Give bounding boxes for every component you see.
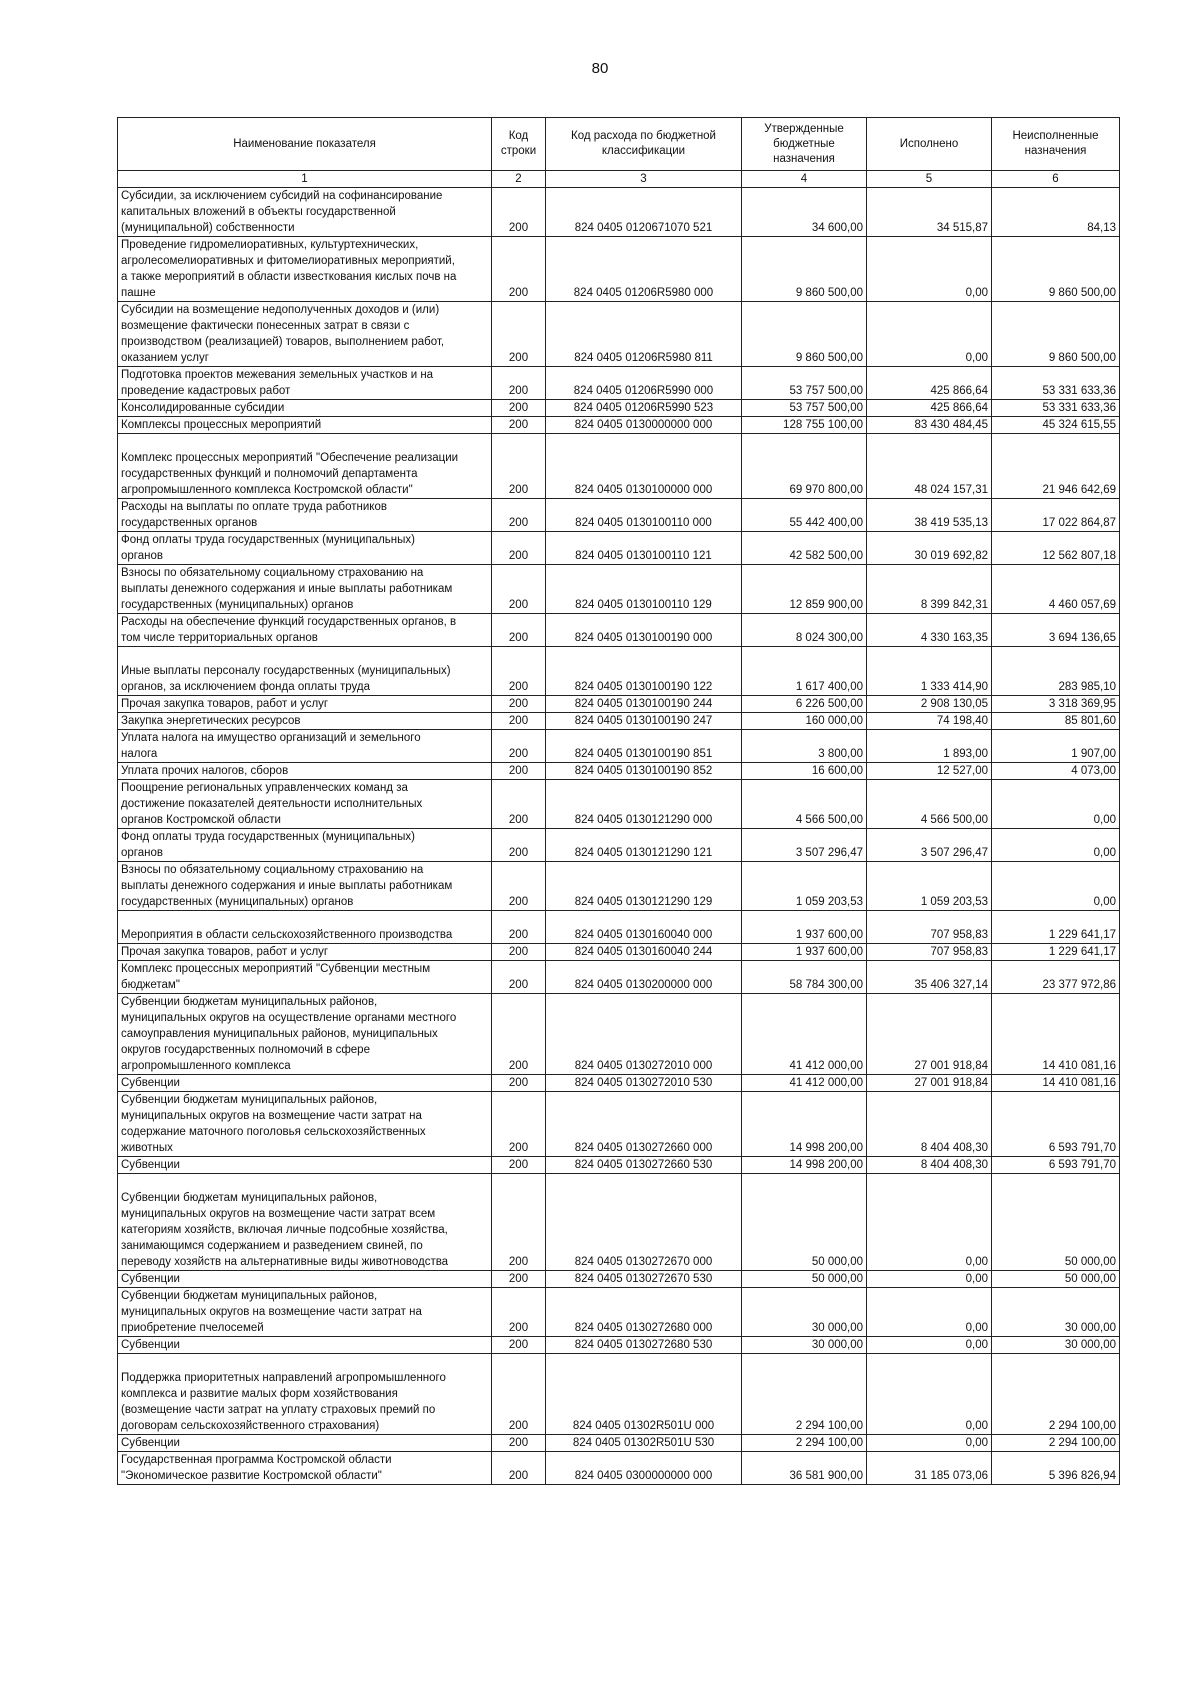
line-code-cell: 200 — [492, 780, 546, 829]
line-code-cell: 200 — [492, 1354, 546, 1435]
indicator-name-cell: Поощрение региональных управленческих команд за достижение показателей деятельности исполнительных органов Костромской области — [118, 780, 492, 829]
budget-code-cell: 824 0405 01206R5990 523 — [546, 400, 742, 417]
column-number: 1 — [118, 171, 492, 188]
indicator-name-cell: Уплата налога на имущество организаций и земельного налога — [118, 730, 492, 763]
table-row — [118, 1157, 1120, 1174]
header-executed: Исполнено — [867, 118, 992, 171]
unexecuted-amount-cell: 3 694 136,65 — [992, 614, 1120, 647]
indicator-name-cell: Субвенции — [118, 1435, 492, 1452]
executed-amount-cell: 74 198,40 — [867, 713, 992, 730]
approved-amount-cell: 1 617 400,00 — [742, 647, 867, 696]
table-row — [118, 713, 1120, 730]
unexecuted-amount-cell: 85 801,60 — [992, 713, 1120, 730]
unexecuted-amount-cell: 50 000,00 — [992, 1271, 1120, 1288]
line-code-cell: 200 — [492, 188, 546, 237]
line-code-cell: 200 — [492, 829, 546, 862]
unexecuted-amount-cell: 17 022 864,87 — [992, 499, 1120, 532]
approved-amount-cell: 58 784 300,00 — [742, 961, 867, 994]
indicator-name-cell: Комплекс процессных мероприятий "Обеспечение реализации государственных функций и полномочий департамента агропромышленного комплекса Костромской области" — [118, 434, 492, 499]
indicator-name-cell: Комплекс процессных мероприятий "Субвенции местным бюджетам" — [118, 961, 492, 994]
line-code-cell: 200 — [492, 614, 546, 647]
budget-code-cell: 824 0405 0130272010 530 — [546, 1075, 742, 1092]
indicator-name-cell: Субсидии на возмещение недополученных доходов и (или) возмещение фактически понесенных затрат в связи с производством (реализацией) товаров, выполнением работ, оказанием услуг — [118, 302, 492, 367]
unexecuted-amount-cell: 30 000,00 — [992, 1337, 1120, 1354]
executed-amount-cell: 0,00 — [867, 1271, 992, 1288]
approved-amount-cell: 42 582 500,00 — [742, 532, 867, 565]
indicator-name-cell: Проведение гидромелиоративных, культуртехнических, агролесомелиоративных и фитомелиоративных мероприятий, а также мероприятий в области известкования кислых почв на пашне — [118, 237, 492, 302]
budget-code-cell: 824 0405 0130100190 247 — [546, 713, 742, 730]
line-code-cell: 200 — [492, 944, 546, 961]
unexecuted-amount-cell: 283 985,10 — [992, 647, 1120, 696]
indicator-name-cell: Субвенции — [118, 1075, 492, 1092]
executed-amount-cell: 707 958,83 — [867, 911, 992, 944]
executed-amount-cell: 4 566 500,00 — [867, 780, 992, 829]
indicator-name-cell: Уплата прочих налогов, сборов — [118, 763, 492, 780]
table-row — [118, 730, 1120, 763]
approved-amount-cell: 36 581 900,00 — [742, 1452, 867, 1485]
unexecuted-amount-cell: 0,00 — [992, 862, 1120, 911]
executed-amount-cell: 1 333 414,90 — [867, 647, 992, 696]
table-row — [118, 763, 1120, 780]
table-row — [118, 237, 1120, 302]
table-row — [118, 994, 1120, 1075]
approved-amount-cell: 41 412 000,00 — [742, 1075, 867, 1092]
table-row — [118, 367, 1120, 400]
indicator-name-cell: Фонд оплаты труда государственных (муниципальных) органов — [118, 829, 492, 862]
approved-amount-cell: 53 757 500,00 — [742, 367, 867, 400]
unexecuted-amount-cell: 0,00 — [992, 780, 1120, 829]
unexecuted-amount-cell: 3 318 369,95 — [992, 696, 1120, 713]
approved-amount-cell: 16 600,00 — [742, 763, 867, 780]
unexecuted-amount-cell: 9 860 500,00 — [992, 237, 1120, 302]
table-row — [118, 696, 1120, 713]
executed-amount-cell: 48 024 157,31 — [867, 434, 992, 499]
table-row — [118, 647, 1120, 696]
table-row — [118, 499, 1120, 532]
executed-amount-cell: 35 406 327,14 — [867, 961, 992, 994]
table-row — [118, 944, 1120, 961]
executed-amount-cell: 12 527,00 — [867, 763, 992, 780]
approved-amount-cell: 41 412 000,00 — [742, 994, 867, 1075]
approved-amount-cell: 53 757 500,00 — [742, 400, 867, 417]
approved-amount-cell: 8 024 300,00 — [742, 614, 867, 647]
approved-amount-cell: 160 000,00 — [742, 713, 867, 730]
approved-amount-cell: 3 507 296,47 — [742, 829, 867, 862]
indicator-name-cell: Субвенции бюджетам муниципальных районов, муниципальных округов на осуществление органами местного самоуправления муниципальных районов, муниципальных округов государственных полномочий в сфере агропромышленного комплекса — [118, 994, 492, 1075]
executed-amount-cell: 34 515,87 — [867, 188, 992, 237]
approved-amount-cell: 1 059 203,53 — [742, 862, 867, 911]
header-line-code: Код строки — [492, 118, 546, 171]
approved-amount-cell: 3 800,00 — [742, 730, 867, 763]
indicator-name-cell: Консолидированные субсидии — [118, 400, 492, 417]
budget-code-cell: 824 0405 0130272670 530 — [546, 1271, 742, 1288]
unexecuted-amount-cell: 4 073,00 — [992, 763, 1120, 780]
unexecuted-amount-cell: 6 593 791,70 — [992, 1092, 1120, 1157]
budget-code-cell: 824 0405 0130272010 000 — [546, 994, 742, 1075]
header-budget-code: Код расхода по бюджетной классификации — [546, 118, 742, 171]
approved-amount-cell: 55 442 400,00 — [742, 499, 867, 532]
line-code-cell: 200 — [492, 862, 546, 911]
budget-code-cell: 824 0405 0300000000 000 — [546, 1452, 742, 1485]
indicator-name-cell: Субвенции бюджетам муниципальных районов, муниципальных округов на возмещение части затрат на приобретение пчелосемей — [118, 1288, 492, 1337]
column-number: 4 — [742, 171, 867, 188]
table-row — [118, 1092, 1120, 1157]
budget-code-cell: 824 0405 0130200000 000 — [546, 961, 742, 994]
approved-amount-cell: 6 226 500,00 — [742, 696, 867, 713]
indicator-name-cell: Комплексы процессных мероприятий — [118, 417, 492, 434]
unexecuted-amount-cell: 30 000,00 — [992, 1288, 1120, 1337]
table-row — [118, 302, 1120, 367]
line-code-cell: 200 — [492, 1092, 546, 1157]
approved-amount-cell: 50 000,00 — [742, 1271, 867, 1288]
budget-code-cell: 824 0405 0130160040 244 — [546, 944, 742, 961]
unexecuted-amount-cell: 5 396 826,94 — [992, 1452, 1120, 1485]
budget-code-cell: 824 0405 0130272680 000 — [546, 1288, 742, 1337]
approved-amount-cell: 1 937 600,00 — [742, 911, 867, 944]
table-body — [118, 188, 1120, 1485]
indicator-name-cell: Взносы по обязательному социальному страхованию на выплаты денежного содержания и иные выплаты работникам государственных (муниципальных) органов — [118, 565, 492, 614]
table-row — [118, 1271, 1120, 1288]
executed-amount-cell: 2 908 130,05 — [867, 696, 992, 713]
table-row — [118, 1354, 1120, 1435]
indicator-name-cell: Закупка энергетических ресурсов — [118, 713, 492, 730]
budget-code-cell: 824 0405 0130272660 000 — [546, 1092, 742, 1157]
column-number-row — [118, 171, 1120, 188]
line-code-cell: 200 — [492, 367, 546, 400]
executed-amount-cell: 27 001 918,84 — [867, 994, 992, 1075]
budget-code-cell: 824 0405 0130121290 129 — [546, 862, 742, 911]
budget-code-cell: 824 0405 0130100190 122 — [546, 647, 742, 696]
budget-code-cell: 824 0405 01206R5980 000 — [546, 237, 742, 302]
table-row — [118, 1288, 1120, 1337]
budget-code-cell: 824 0405 01302R501U 530 — [546, 1435, 742, 1452]
line-code-cell: 200 — [492, 730, 546, 763]
table-row — [118, 188, 1120, 237]
unexecuted-amount-cell: 4 460 057,69 — [992, 565, 1120, 614]
line-code-cell: 200 — [492, 565, 546, 614]
approved-amount-cell: 12 859 900,00 — [742, 565, 867, 614]
unexecuted-amount-cell: 14 410 081,16 — [992, 1075, 1120, 1092]
approved-amount-cell: 14 998 200,00 — [742, 1092, 867, 1157]
executed-amount-cell: 30 019 692,82 — [867, 532, 992, 565]
unexecuted-amount-cell: 50 000,00 — [992, 1174, 1120, 1271]
budget-code-cell: 824 0405 0130272680 530 — [546, 1337, 742, 1354]
budget-code-cell: 824 0405 0130100190 852 — [546, 763, 742, 780]
approved-amount-cell: 69 970 800,00 — [742, 434, 867, 499]
budget-code-cell: 824 0405 01206R5990 000 — [546, 367, 742, 400]
line-code-cell: 200 — [492, 1288, 546, 1337]
approved-amount-cell: 2 294 100,00 — [742, 1354, 867, 1435]
table-row — [118, 780, 1120, 829]
table-row — [118, 400, 1120, 417]
unexecuted-amount-cell: 14 410 081,16 — [992, 994, 1120, 1075]
table-row — [118, 961, 1120, 994]
approved-amount-cell: 30 000,00 — [742, 1288, 867, 1337]
budget-code-cell: 824 0405 0130272660 530 — [546, 1157, 742, 1174]
line-code-cell: 200 — [492, 499, 546, 532]
budget-code-cell: 824 0405 0130100000 000 — [546, 434, 742, 499]
budget-code-cell: 824 0405 0130100110 000 — [546, 499, 742, 532]
unexecuted-amount-cell: 23 377 972,86 — [992, 961, 1120, 994]
executed-amount-cell: 0,00 — [867, 1354, 992, 1435]
table-row — [118, 417, 1120, 434]
table-header-row — [118, 118, 1120, 171]
executed-amount-cell: 1 059 203,53 — [867, 862, 992, 911]
indicator-name-cell: Расходы на обеспечение функций государственных органов, в том числе территориальных органов — [118, 614, 492, 647]
budget-code-cell: 824 0405 0130121290 000 — [546, 780, 742, 829]
header-unexecuted: Неисполненные назначения — [992, 118, 1120, 171]
indicator-name-cell: Взносы по обязательному социальному страхованию на выплаты денежного содержания и иные выплаты работникам государственных (муниципальных) органов — [118, 862, 492, 911]
unexecuted-amount-cell: 1 229 641,17 — [992, 944, 1120, 961]
executed-amount-cell: 27 001 918,84 — [867, 1075, 992, 1092]
unexecuted-amount-cell: 2 294 100,00 — [992, 1435, 1120, 1452]
approved-amount-cell: 4 566 500,00 — [742, 780, 867, 829]
unexecuted-amount-cell: 2 294 100,00 — [992, 1354, 1120, 1435]
indicator-name-cell: Прочая закупка товаров, работ и услуг — [118, 696, 492, 713]
table-row — [118, 434, 1120, 499]
line-code-cell: 200 — [492, 532, 546, 565]
executed-amount-cell: 707 958,83 — [867, 944, 992, 961]
table-row — [118, 911, 1120, 944]
column-number: 2 — [492, 171, 546, 188]
budget-code-cell: 824 0405 0130000000 000 — [546, 417, 742, 434]
executed-amount-cell: 0,00 — [867, 1174, 992, 1271]
line-code-cell: 200 — [492, 911, 546, 944]
executed-amount-cell: 8 404 408,30 — [867, 1092, 992, 1157]
unexecuted-amount-cell: 1 229 641,17 — [992, 911, 1120, 944]
indicator-name-cell: Мероприятия в области сельскохозяйственного производства — [118, 911, 492, 944]
budget-code-cell: 824 0405 01206R5980 811 — [546, 302, 742, 367]
executed-amount-cell: 0,00 — [867, 302, 992, 367]
budget-code-cell: 824 0405 0130160040 000 — [546, 911, 742, 944]
budget-code-cell: 824 0405 0130100110 129 — [546, 565, 742, 614]
column-number: 3 — [546, 171, 742, 188]
executed-amount-cell: 1 893,00 — [867, 730, 992, 763]
approved-amount-cell: 14 998 200,00 — [742, 1157, 867, 1174]
table-row — [118, 532, 1120, 565]
line-code-cell: 200 — [492, 434, 546, 499]
unexecuted-amount-cell: 0,00 — [992, 829, 1120, 862]
unexecuted-amount-cell: 21 946 642,69 — [992, 434, 1120, 499]
executed-amount-cell: 4 330 163,35 — [867, 614, 992, 647]
unexecuted-amount-cell: 12 562 807,18 — [992, 532, 1120, 565]
indicator-name-cell: Подготовка проектов межевания земельных участков и на проведение кадастровых работ — [118, 367, 492, 400]
unexecuted-amount-cell: 84,13 — [992, 188, 1120, 237]
budget-code-cell: 824 0405 0130272670 000 — [546, 1174, 742, 1271]
line-code-cell: 200 — [492, 994, 546, 1075]
table-row — [118, 1174, 1120, 1271]
approved-amount-cell: 128 755 100,00 — [742, 417, 867, 434]
budget-code-cell: 824 0405 0130100110 121 — [546, 532, 742, 565]
executed-amount-cell: 425 866,64 — [867, 400, 992, 417]
executed-amount-cell: 8 404 408,30 — [867, 1157, 992, 1174]
executed-amount-cell: 0,00 — [867, 1337, 992, 1354]
line-code-cell: 200 — [492, 1435, 546, 1452]
indicator-name-cell: Расходы на выплаты по оплате труда работников государственных органов — [118, 499, 492, 532]
budget-code-cell: 824 0405 0130121290 121 — [546, 829, 742, 862]
approved-amount-cell: 1 937 600,00 — [742, 944, 867, 961]
page-number: 80 — [591, 60, 609, 77]
line-code-cell: 200 — [492, 400, 546, 417]
budget-code-cell: 824 0405 01302R501U 000 — [546, 1354, 742, 1435]
line-code-cell: 200 — [492, 696, 546, 713]
approved-amount-cell: 9 860 500,00 — [742, 302, 867, 367]
indicator-name-cell: Субвенции — [118, 1157, 492, 1174]
unexecuted-amount-cell: 9 860 500,00 — [992, 302, 1120, 367]
line-code-cell: 200 — [492, 1337, 546, 1354]
indicator-name-cell: Субсидии, за исключением субсидий на софинансирование капитальных вложений в объекты государственной (муниципальной) собственности — [118, 188, 492, 237]
table-row — [118, 829, 1120, 862]
executed-amount-cell: 425 866,64 — [867, 367, 992, 400]
line-code-cell: 200 — [492, 713, 546, 730]
column-number: 6 — [992, 171, 1120, 188]
header-indicator-name: Наименование показателя — [118, 118, 492, 171]
line-code-cell: 200 — [492, 417, 546, 434]
table-row — [118, 1337, 1120, 1354]
executed-amount-cell: 8 399 842,31 — [867, 565, 992, 614]
indicator-name-cell: Субвенции — [118, 1337, 492, 1354]
indicator-name-cell: Субвенции бюджетам муниципальных районов, муниципальных округов на возмещение части затрат на содержание маточного поголовья сельскохозяйственных животных — [118, 1092, 492, 1157]
budget-code-cell: 824 0405 0130100190 244 — [546, 696, 742, 713]
unexecuted-amount-cell: 53 331 633,36 — [992, 400, 1120, 417]
line-code-cell: 200 — [492, 1075, 546, 1092]
indicator-name-cell: Субвенции — [118, 1271, 492, 1288]
line-code-cell: 200 — [492, 237, 546, 302]
line-code-cell: 200 — [492, 302, 546, 367]
line-code-cell: 200 — [492, 1452, 546, 1485]
table-row — [118, 1452, 1120, 1485]
indicator-name-cell: Субвенции бюджетам муниципальных районов, муниципальных округов на возмещение части затрат всем категориям хозяйств, включая личные подсобные хозяйства, занимающимся содержанием и разведением свиней, по переводу хозяйств на альтернативные виды животноводства — [118, 1174, 492, 1271]
approved-amount-cell: 50 000,00 — [742, 1174, 867, 1271]
indicator-name-cell: Поддержка приоритетных направлений агропромышленного комплекса и развитие малых форм хозяйствования (возмещение части затрат на уплату страховых премий по договорам сельскохозяйственного страхования) — [118, 1354, 492, 1435]
unexecuted-amount-cell: 53 331 633,36 — [992, 367, 1120, 400]
table-row — [118, 1435, 1120, 1452]
approved-amount-cell: 2 294 100,00 — [742, 1435, 867, 1452]
unexecuted-amount-cell: 1 907,00 — [992, 730, 1120, 763]
header-approved: Утвержденные бюджетные назначения — [742, 118, 867, 171]
executed-amount-cell: 38 419 535,13 — [867, 499, 992, 532]
indicator-name-cell: Фонд оплаты труда государственных (муниципальных) органов — [118, 532, 492, 565]
table-row — [118, 862, 1120, 911]
executed-amount-cell: 0,00 — [867, 1435, 992, 1452]
budget-code-cell: 824 0405 0120671070 521 — [546, 188, 742, 237]
executed-amount-cell: 31 185 073,06 — [867, 1452, 992, 1485]
budget-code-cell: 824 0405 0130100190 000 — [546, 614, 742, 647]
line-code-cell: 200 — [492, 1174, 546, 1271]
approved-amount-cell: 30 000,00 — [742, 1337, 867, 1354]
executed-amount-cell: 3 507 296,47 — [867, 829, 992, 862]
table-row — [118, 565, 1120, 614]
line-code-cell: 200 — [492, 961, 546, 994]
indicator-name-cell: Государственная программа Костромской области "Экономическое развитие Костромской области" — [118, 1452, 492, 1485]
executed-amount-cell: 0,00 — [867, 237, 992, 302]
table-row — [118, 614, 1120, 647]
column-number: 5 — [867, 171, 992, 188]
executed-amount-cell: 0,00 — [867, 1288, 992, 1337]
budget-code-cell: 824 0405 0130100190 851 — [546, 730, 742, 763]
line-code-cell: 200 — [492, 647, 546, 696]
approved-amount-cell: 9 860 500,00 — [742, 237, 867, 302]
table-row — [118, 1075, 1120, 1092]
approved-amount-cell: 34 600,00 — [742, 188, 867, 237]
line-code-cell: 200 — [492, 1157, 546, 1174]
unexecuted-amount-cell: 45 324 615,55 — [992, 417, 1120, 434]
executed-amount-cell: 83 430 484,45 — [867, 417, 992, 434]
line-code-cell: 200 — [492, 763, 546, 780]
indicator-name-cell: Прочая закупка товаров, работ и услуг — [118, 944, 492, 961]
unexecuted-amount-cell: 6 593 791,70 — [992, 1157, 1120, 1174]
budget-execution-table — [117, 117, 1120, 1485]
indicator-name-cell: Иные выплаты персоналу государственных (муниципальных) органов, за исключением фонда оплаты труда — [118, 647, 492, 696]
line-code-cell: 200 — [492, 1271, 546, 1288]
